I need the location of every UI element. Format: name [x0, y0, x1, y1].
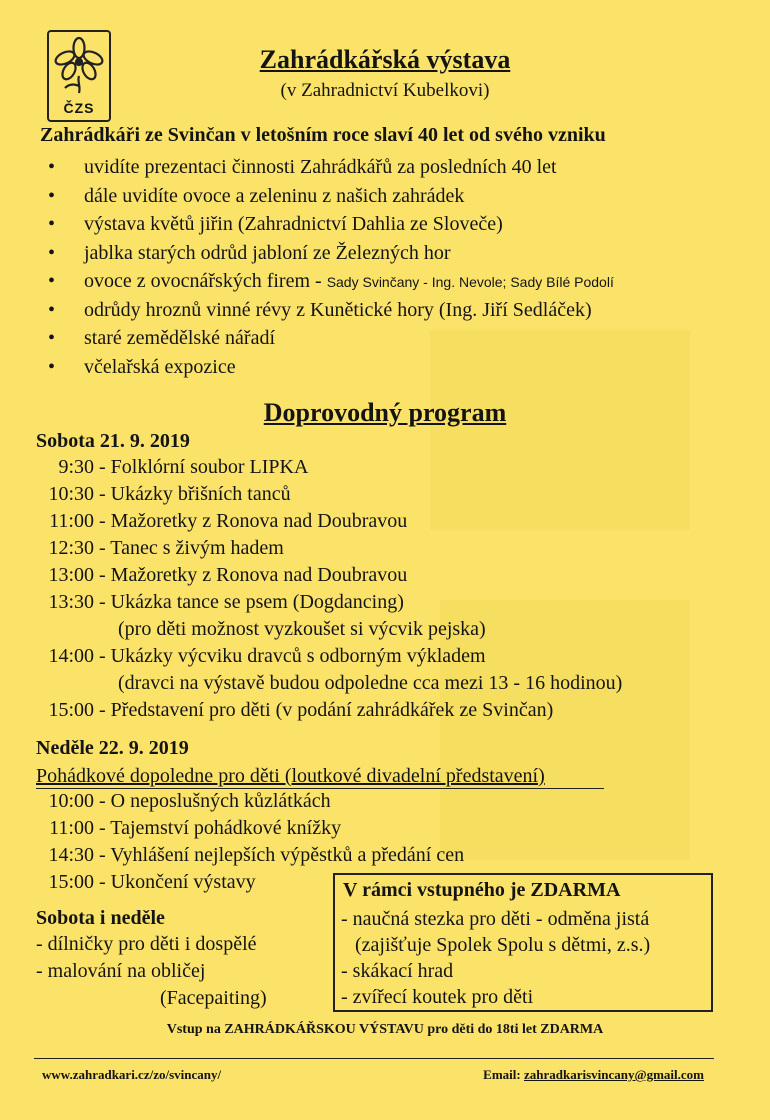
- saturday-schedule: [36, 456, 622, 726]
- page-title: Zahrádkářská výstava: [259, 45, 511, 74]
- schedule-item: [36, 645, 622, 672]
- box-list: [341, 908, 650, 1012]
- list-item: - skákací hrad: [341, 960, 454, 982]
- schedule-time: 11:00: [49, 817, 94, 839]
- list-item: • včelařská expozice: [34, 356, 614, 385]
- schedule-time: 9:30: [58, 456, 94, 478]
- box-title: V rámci vstupného je ZDARMA: [343, 879, 621, 901]
- list-item: - zvířecí koutek pro děti: [341, 986, 534, 1008]
- email-link[interactable]: zahradkarisvincany@gmail.com: [523, 1067, 704, 1082]
- schedule-item: [36, 790, 464, 817]
- entry-note: Vstup na ZAHRÁDKÁŘSKOU VÝSTAVU pro děti do 18ti let ZDARMA: [166, 1022, 604, 1037]
- schedule-text: - Folklórní soubor LIPKA: [94, 456, 309, 478]
- schedule-text: - Ukázky břišních tanců: [94, 483, 291, 505]
- list-item: • odrůdy hroznů vinné révy z Kunětické hory (Ing. Jiří Sedláček): [34, 299, 614, 328]
- schedule-text: - Tanec s živým hadem: [94, 537, 284, 559]
- schedule-time: 15:00: [48, 699, 94, 721]
- schedule-text: - Ukázka tance se psem (Dogdancing): [94, 591, 404, 613]
- schedule-item: [36, 483, 622, 510]
- program-title: Doprovodný program: [263, 398, 507, 427]
- schedule-item: [36, 537, 622, 564]
- schedule-time: 10:00: [48, 790, 94, 812]
- email-label: Email:: [483, 1067, 524, 1082]
- schedule-time: 11:00: [49, 510, 94, 532]
- list-item: • uvidíte prezentaci činnosti Zahrádkářů za posledních 40 let: [34, 156, 614, 185]
- weekend-label: Sobota i neděle: [36, 907, 165, 929]
- website-link[interactable]: www.zahradkari.cz/zo/svincany/: [42, 1067, 222, 1082]
- schedule-item: [36, 817, 464, 844]
- sunday-label: Neděle 22. 9. 2019: [36, 737, 189, 759]
- schedule-time: 14:30: [48, 844, 94, 866]
- logo-text: ČZS: [63, 100, 95, 116]
- schedule-time: 12:30: [48, 537, 94, 559]
- list-item-note: (Facepaiting): [160, 987, 267, 1009]
- schedule-text: - Představení pro děti (v podání zahrádkářek ze Svinčan): [94, 699, 554, 721]
- free-entry-box: [333, 873, 713, 1012]
- list-item-text: ovoce z ovocnářských firem -: [84, 270, 327, 292]
- schedule-item-note: (dravci na výstavě budou odpoledne cca mezi 13 - 16 hodinou): [118, 672, 623, 694]
- schedule-item: [36, 456, 622, 483]
- email-contact: [483, 1067, 704, 1083]
- schedule-item: [36, 699, 622, 726]
- list-item: - malování na obličej: [36, 960, 206, 982]
- list-item: [34, 270, 614, 299]
- list-item: - naučná stezka pro děti - odměna jistá: [341, 908, 650, 930]
- schedule-text: - Ukázky výcviku dravců s odborným výkladem: [94, 645, 486, 667]
- divider: [36, 788, 604, 789]
- list-item: • staré zemědělské nářadí: [34, 327, 614, 356]
- schedule-item: [36, 564, 622, 591]
- schedule-text: - Mažoretky z Ronova nad Doubravou: [94, 510, 408, 532]
- list-item: • dále uvidíte ovoce a zeleninu z našich zahrádek: [34, 185, 614, 214]
- saturday-label: Sobota 21. 9. 2019: [36, 430, 190, 452]
- list-item-note: (zajišťuje Spolek Spolu s dětmi, z.s.): [355, 934, 651, 956]
- schedule-text: - O neposlušných kůzlátkách: [94, 790, 331, 812]
- sunday-subtitle: Pohádkové dopoledne pro děti (loutkové divadelní představení): [36, 765, 545, 787]
- list-item: • výstava květů jiřin (Zahradnictví Dahlia ze Sloveče): [34, 213, 614, 242]
- list-item: - dílničky pro děti i dospělé: [36, 933, 257, 955]
- schedule-text: - Tajemství pohádkové knížky: [94, 817, 342, 839]
- schedule-text: - Vyhlášení nejlepších výpěstků a předání cen: [94, 844, 465, 866]
- list-item: • jablka starých odrůd jabloní ze Železných hor: [34, 242, 614, 271]
- schedule-text: - Mažoretky z Ronova nad Doubravou: [94, 564, 408, 586]
- schedule-text: - Ukončení výstavy: [94, 871, 256, 893]
- schedule-time: 10:30: [48, 483, 94, 505]
- schedule-time: 14:00: [48, 645, 94, 667]
- list-item-detail: Sady Svinčany - Ing. Nevole; Sady Bílé Podolí: [326, 274, 614, 290]
- czs-logo: [47, 30, 111, 122]
- page-subtitle: (v Zahradnictví Kubelkovi): [280, 80, 490, 101]
- schedule-item: [36, 844, 464, 871]
- schedule-time: 13:00: [48, 564, 94, 586]
- schedule-item-note: (pro děti možnost vyzkoušet si výcvik pejska): [118, 618, 486, 640]
- schedule-time: 13:30: [48, 591, 94, 613]
- schedule-item: [36, 591, 622, 618]
- headline: Zahrádkáři ze Svinčan v letošním roce slaví 40 let od svého vzniku: [40, 124, 606, 146]
- footer-divider: [34, 1058, 714, 1059]
- weekend-list: [36, 933, 267, 1014]
- schedule-item: [36, 510, 622, 537]
- exhibition-list: [34, 156, 614, 384]
- schedule-time: 15:00: [48, 871, 94, 893]
